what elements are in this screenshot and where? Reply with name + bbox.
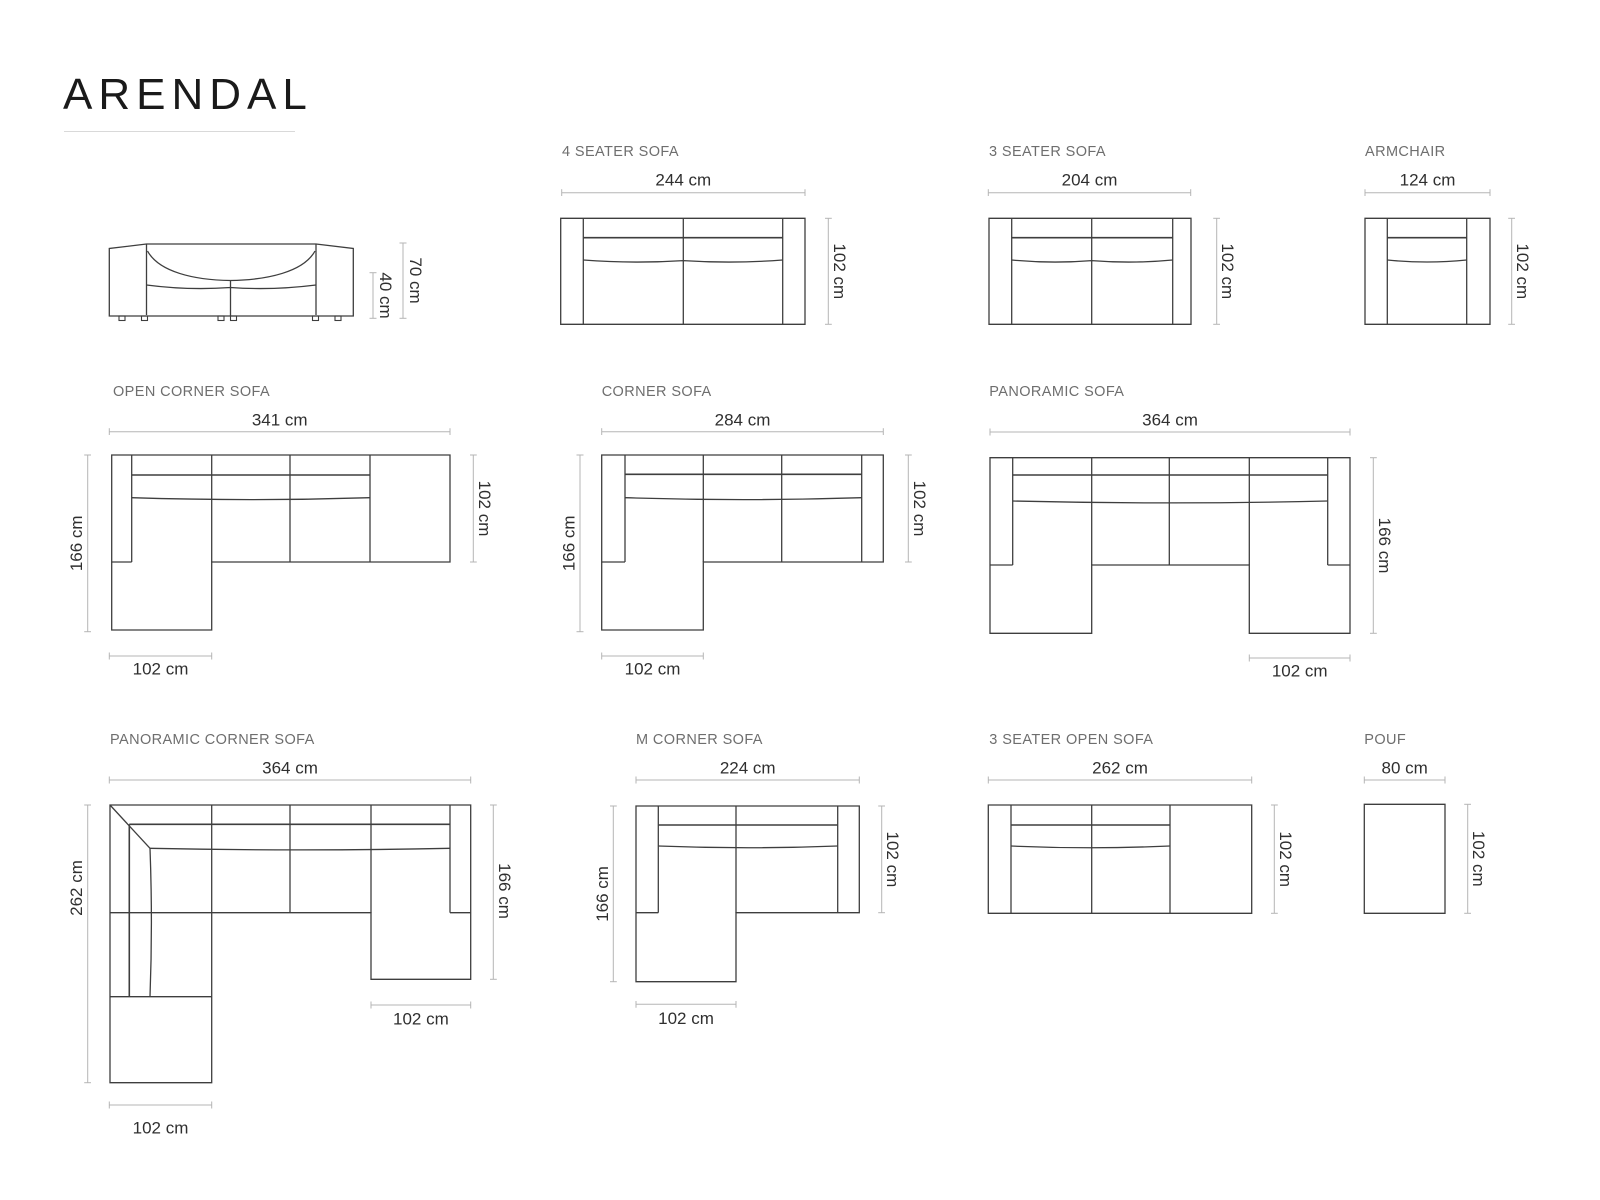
sofa-outline: [112, 455, 450, 630]
seat-front-line: [1011, 846, 1170, 848]
panoramic-corner-sofa-diagram: [67, 732, 514, 1138]
right-chaise-width-label: 102 cm: [393, 1009, 449, 1029]
sofa-foot: [218, 316, 224, 321]
body-depth-label: 102 cm: [909, 480, 929, 537]
sofa-foot: [335, 316, 341, 321]
depth-label: 102 cm: [1513, 243, 1533, 300]
width-label: 244 cm: [655, 170, 712, 190]
seat-height-label: 40 cm: [376, 272, 395, 319]
depth-total-label: 166 cm: [1374, 517, 1394, 574]
sofa-outline: [989, 218, 1191, 324]
chaise-width-label: 102 cm: [1271, 661, 1328, 681]
diagram-title: 4 SEATER SOFA: [562, 144, 679, 160]
diagram-title: M CORNER SOFA: [636, 732, 763, 748]
diagram-title: POUF: [1364, 732, 1407, 748]
depth-label: 102 cm: [1275, 831, 1295, 888]
sofa-foot: [231, 316, 237, 321]
total-height-label: 70 cm: [406, 257, 425, 304]
width-label: 284 cm: [714, 410, 771, 430]
panoramic-sofa-diagram: [989, 384, 1394, 681]
seat-front-line-top: [150, 848, 450, 850]
sofa-outline: [988, 805, 1251, 913]
sofa-foot: [313, 316, 319, 321]
width-label: 124 cm: [1399, 170, 1456, 190]
diagram-title: CORNER SOFA: [601, 384, 712, 400]
diagram-title: ARMCHAIR: [1365, 144, 1446, 160]
width-label: 364 cm: [262, 758, 318, 778]
width-label: 80 cm: [1381, 758, 1428, 778]
width-label: 204 cm: [1061, 170, 1118, 190]
diagram-title: PANORAMIC CORNER SOFA: [110, 732, 315, 748]
diagram-title: 3 SEATER SOFA: [989, 144, 1106, 160]
three-seater-open-sofa-diagram: [988, 732, 1295, 913]
sofa-outline: [990, 458, 1350, 634]
pouf-outline: [1364, 804, 1445, 913]
corner-sofa-diagram: [560, 384, 929, 679]
sofa-foot: [142, 316, 148, 321]
depth-total-label: 166 cm: [559, 515, 579, 572]
diagram-title: 3 SEATER OPEN SOFA: [989, 732, 1154, 748]
open-corner-sofa-diagram: [67, 384, 494, 679]
armchair-diagram: [1365, 144, 1532, 324]
depth-label: 102 cm: [829, 243, 849, 300]
seat-front-line: [625, 498, 862, 500]
seat-front-line: [658, 846, 837, 848]
page-title: ARENDAL: [63, 70, 313, 119]
seat-front-line: [1013, 501, 1328, 503]
width-label: 262 cm: [1092, 758, 1148, 778]
sofa-outline: [636, 806, 859, 982]
sofa-outline: [602, 455, 884, 630]
m-corner-sofa-diagram: [593, 732, 902, 1028]
width-label: 224 cm: [719, 758, 776, 778]
sofa-side-view-diagram: [109, 243, 425, 321]
depth-left-label: 262 cm: [67, 860, 87, 916]
diagram-title: PANORAMIC SOFA: [989, 384, 1125, 400]
chaise-width-label: 102 cm: [624, 659, 681, 679]
width-label: 364 cm: [1142, 410, 1198, 430]
body-depth-label: 102 cm: [883, 831, 903, 888]
depth-total-label: 166 cm: [592, 866, 612, 922]
seat-front-line: [1387, 260, 1466, 262]
seat-front-line: [147, 285, 317, 289]
body-depth-label: 102 cm: [474, 480, 494, 537]
bottom-chaise-width-label: 102 cm: [132, 1118, 189, 1138]
width-label: 341 cm: [251, 410, 308, 430]
pouf-diagram: [1364, 732, 1488, 913]
diagram-title: OPEN CORNER SOFA: [113, 384, 271, 400]
chaise-width-label: 102 cm: [132, 659, 189, 679]
armchair-outline: [1365, 218, 1490, 324]
seat-front-line-left-leg: [150, 848, 151, 996]
back-cushion-curve-right: [231, 251, 316, 281]
depth-right-label: 166 cm: [494, 863, 514, 919]
depth-label: 102 cm: [1218, 243, 1238, 300]
chaise-width-label: 102 cm: [658, 1009, 714, 1028]
four-seater-sofa-diagram: [561, 144, 849, 324]
depth-label: 102 cm: [1469, 830, 1489, 887]
sofa-foot: [119, 316, 125, 321]
three-seater-sofa-diagram: [988, 144, 1237, 324]
seat-front-line: [132, 498, 370, 500]
depth-total-label: 166 cm: [67, 515, 87, 572]
back-cushion-curve-left: [148, 251, 231, 281]
